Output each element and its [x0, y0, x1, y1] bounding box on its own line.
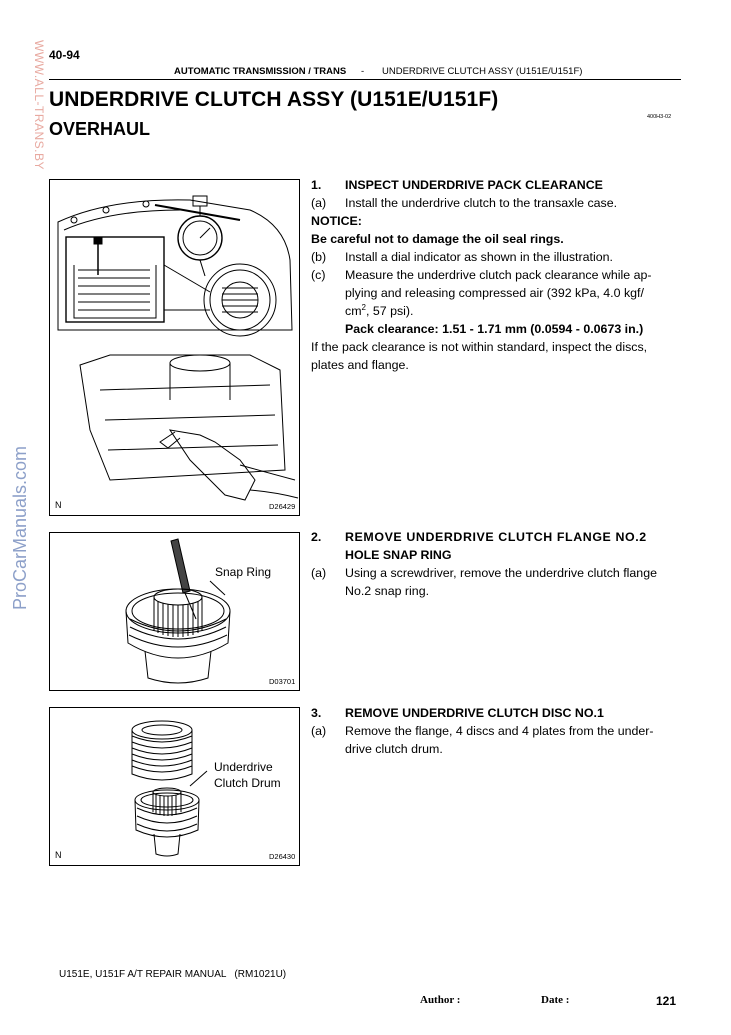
notice-text: Be careful not to damage the oil seal rings.: [311, 232, 564, 246]
figure-id: D03701: [269, 677, 296, 686]
figure-snap-ring: [49, 532, 300, 691]
running-header: [49, 66, 681, 80]
note-text: plates and flange.: [311, 358, 409, 372]
callout-drum-line1: Underdrive: [214, 760, 273, 774]
substep-text: drive clutch drum.: [345, 742, 443, 756]
substep-text: Using a screwdriver, remove the underdrive clutch flange: [345, 566, 657, 580]
substep-letter: (a): [311, 566, 327, 580]
substep-letter: (c): [311, 268, 326, 282]
step-2: [311, 528, 683, 604]
step-heading: REMOVE UNDERDRIVE CLUTCH FLANGE NO.2: [345, 530, 647, 544]
figure-snap-ring-illustration: [50, 533, 299, 690]
substep-text: Install the underdrive clutch to the transaxle case.: [345, 196, 618, 210]
substep-text: $cm^2$, 57 psi).: [345, 302, 414, 318]
header-section: AUTOMATIC TRANSMISSION / TRANS: [174, 66, 347, 77]
footer-manual: U151E, U151F A/T REPAIR MANUAL (RM1021U): [59, 969, 287, 980]
substep-text: Remove the flange, 4 discs and 4 plates from the under-: [345, 724, 654, 738]
figure-corner-letter: N: [55, 500, 62, 510]
footer-page-number: 121: [656, 994, 677, 1008]
substep-text: Measure the underdrive clutch pack clearance while ap-: [345, 268, 652, 282]
substep-text: Install a dial indicator as shown in the illustration.: [345, 250, 613, 264]
watermark-url: WWW.ALL-TRANS.BY: [32, 40, 46, 171]
callout-snap-ring: Snap Ring: [215, 565, 272, 579]
header-topic: UNDERDRIVE CLUTCH ASSY (U151E/U151F): [382, 66, 583, 77]
footer-author: Author :: [420, 994, 461, 1006]
step-heading: INSPECT UNDERDRIVE PACK CLEARANCE: [345, 178, 603, 192]
step-1: [311, 176, 683, 376]
note-text: If the pack clearance is not within standard, inspect the discs,: [311, 340, 648, 354]
watermark-site: ProCarManuals.com: [10, 445, 30, 610]
figure-id: D26430: [269, 852, 296, 861]
notice-label: NOTICE:: [311, 214, 362, 228]
callout-drum-line2: Clutch Drum: [214, 776, 281, 790]
step-number: 3.: [311, 706, 322, 720]
step-number: 2.: [311, 530, 322, 544]
figure-dial-indicator: [49, 179, 300, 516]
step-heading: REMOVE UNDERDRIVE CLUTCH DISC NO.1: [345, 706, 604, 720]
figure-clutch-discs: [49, 707, 300, 866]
footer-date: Date :: [541, 994, 570, 1006]
substep-letter: (a): [311, 724, 327, 738]
figure-corner-letter: N: [55, 850, 62, 860]
step-heading: HOLE SNAP RING: [345, 548, 452, 562]
step-3: [311, 704, 683, 760]
figure-id: D26429: [269, 502, 296, 511]
substep-letter: (a): [311, 196, 327, 210]
doc-code: 400H3-02: [647, 114, 672, 120]
step-number: 1.: [311, 178, 322, 192]
substep-text: No.2 snap ring.: [345, 584, 430, 598]
header-separator: -: [361, 66, 365, 77]
substep-letter: (b): [311, 250, 327, 264]
substep-text: plying and releasing compressed air (392 kPa, 4.0 kgf/: [345, 286, 644, 300]
page-title: UNDERDRIVE CLUTCH ASSY (U151E/U151F): [49, 88, 499, 111]
page-subtitle: OVERHAUL: [49, 119, 151, 139]
spec-pack-clearance: Pack clearance: 1.51 - 1.71 mm (0.0594 - 0.0673 in.): [345, 322, 644, 336]
page-number: 40-94: [49, 48, 80, 62]
figure-dial-indicator-illustration: [50, 180, 299, 515]
